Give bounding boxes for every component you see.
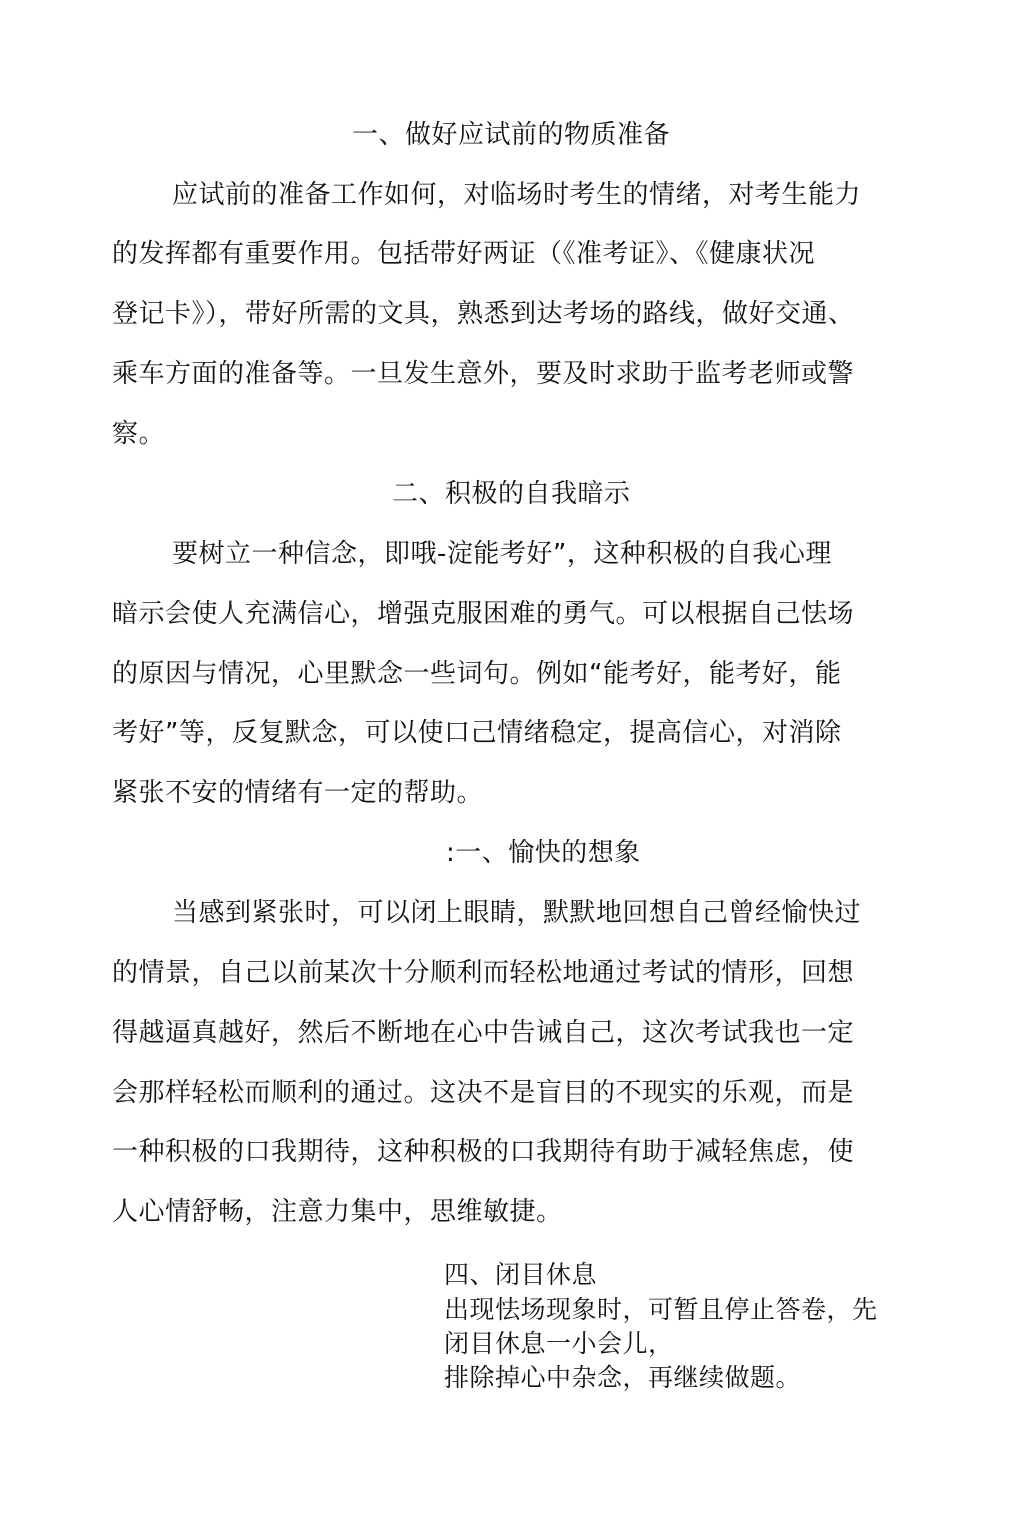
- section-3-line-4: 会那样轻松而顺利的通过。这决不是盲目的不现实的乐观，而是: [112, 1078, 855, 1108]
- section-3-line-3: 得越逼真越好，然后不断地在心中告诫自己，这次考试我也一定: [112, 1018, 855, 1048]
- section-3-line-1: 当感到紧张时，可以闭上眼睛，默默地回想自己曾经愉快过: [172, 898, 862, 928]
- section-2-line-5: 紧张不安的情绪有一定的帮助。: [112, 778, 484, 808]
- section-3-heading: :一、愉快的想象: [446, 838, 641, 868]
- section-2-line-3: 的原因与情况，心里默念一些词句。例如“能考好，能考好，能: [112, 659, 842, 689]
- section-1-line-5: 察。: [112, 419, 166, 449]
- section-4-line-2: 闭目休息一小会儿，: [444, 1329, 674, 1358]
- section-1-line-1: 应试前的准备工作如何，对临场时考生的情绪，对考生能力: [172, 180, 862, 210]
- section-4-line-1: 出现怯场现象时，可暂且停止答卷，先: [444, 1295, 878, 1324]
- section-2-line-1: 要树立一种信念，即哦-淀能考好”，这种积极的自我心理: [172, 539, 832, 569]
- section-2-line-2: 暗示会使人充满信心，增强克服困难的勇气。可以根据自己怯场: [112, 599, 855, 629]
- section-1-line-4: 乘车方面的准备等。一旦发生意外，要及时求助于监考老师或警: [112, 359, 855, 389]
- section-1-line-3: 登记卡》），带好所需的文具，熟悉到达考场的路线，做好交通、: [112, 299, 855, 329]
- section-2-line-4: 考好”等，反复默念，可以使口己情绪稳定，提高信心，对消除: [112, 718, 842, 748]
- section-3-line-6: 人心情舒畅，注意力集中，思维敏捷。: [112, 1197, 563, 1227]
- section-2-heading: 二、积极的自我暗示: [392, 479, 631, 509]
- section-3-line-5: 一种积极的口我期待，这种积极的口我期待有助于减轻焦虑，使: [112, 1137, 855, 1167]
- section-4-heading: 四、闭目休息: [444, 1260, 598, 1289]
- section-1-heading: 一、做好应试前的物质准备: [352, 120, 671, 150]
- section-1-line-2: 的发挥都有重要作用。包括带好两证（《准考证》、《健康状况: [112, 239, 816, 269]
- section-3-line-2: 的情景，自己以前某次十分顺利而轻松地通过考试的情形，回想: [112, 958, 855, 988]
- section-4-line-3: 排除掉心中杂念，再继续做题。: [444, 1363, 802, 1392]
